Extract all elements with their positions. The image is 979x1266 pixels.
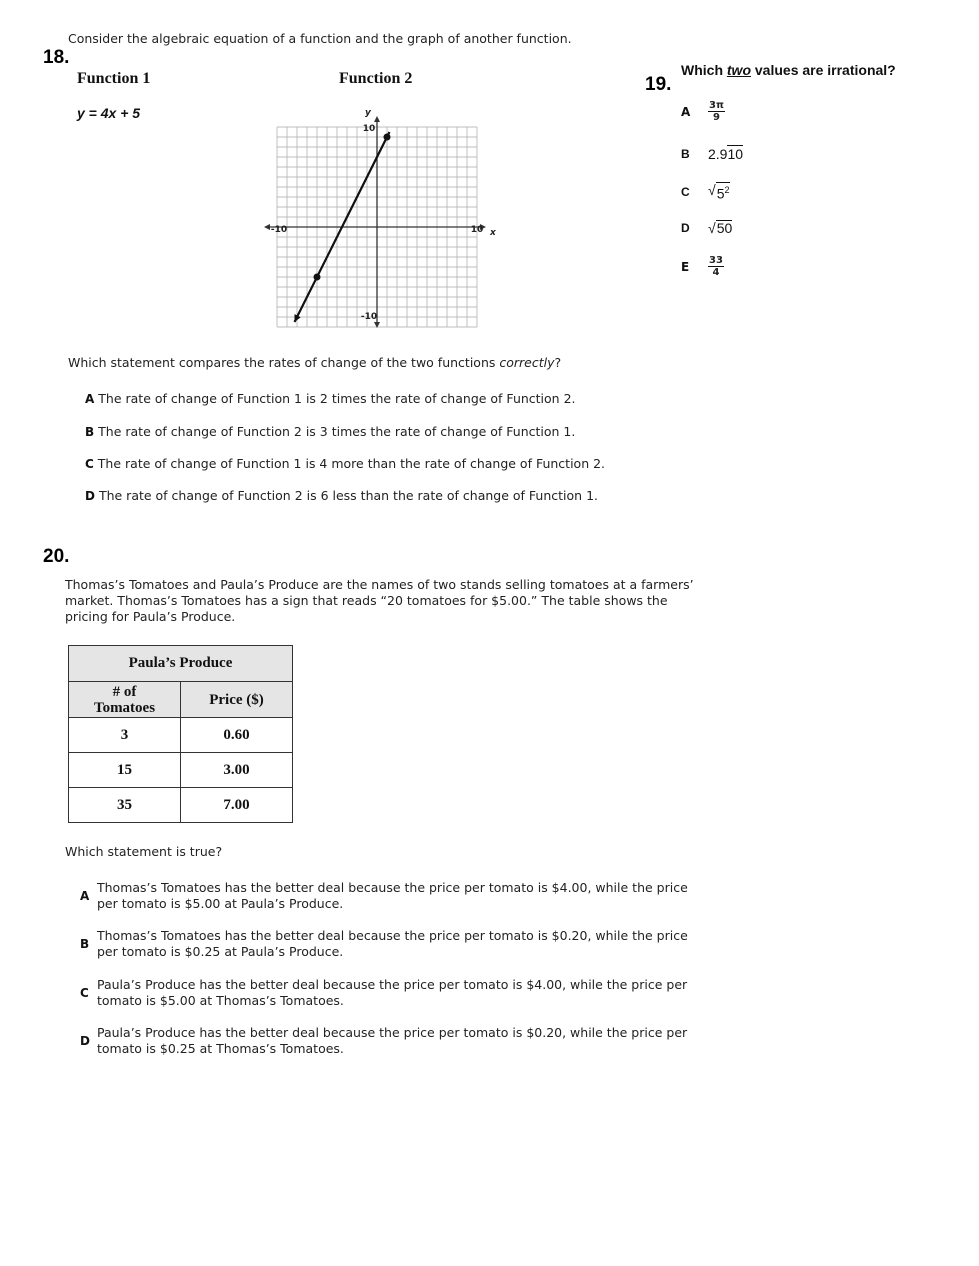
q18-option-b[interactable]: [85, 424, 575, 439]
table-cell-price: 0.60: [181, 718, 293, 753]
y-axis-label: y: [365, 108, 371, 118]
q18-question-text: Which statement compares the rates of change of the two functions: [68, 355, 500, 370]
table-cell-tomatoes: 35: [69, 788, 181, 823]
q19-option-a-letter: A: [681, 104, 691, 119]
table-cell-price: 3.00: [181, 753, 293, 788]
function1-equation: [77, 105, 140, 121]
q20-option-c-letter: C: [80, 986, 89, 1000]
q20-number: 20.: [43, 546, 70, 567]
q19-option-c-sqrt: √ $5^2$: [708, 182, 730, 202]
q18-option-d[interactable]: [85, 488, 598, 503]
table-cell-price: 7.00: [181, 788, 293, 823]
paulas-produce-table: [68, 645, 293, 823]
q20-intro-line1: Thomas’s Tomatoes and Paula’s Produce are the names of two stands selling tomatoes at a farmers’: [65, 577, 694, 592]
q19-option-a-num: 3π: [709, 100, 724, 111]
q19-option-c-letter: C: [681, 184, 690, 199]
q19-option-c-radicand: 5: [716, 185, 725, 202]
function2-title: Function 2: [339, 70, 413, 87]
q19-option-d-letter: D: [681, 221, 690, 235]
table-cell-tomatoes: 3: [69, 718, 181, 753]
q20-question: Which statement is true?: [65, 844, 223, 859]
q18-option-b-letter: B: [85, 425, 95, 439]
q18-number: 18.: [43, 47, 70, 68]
q18-option-d-letter: D: [85, 489, 95, 503]
x-max-label: 10: [470, 225, 484, 235]
q19-question-post: values are irrational?: [751, 62, 896, 78]
q20-option-c-line1: Paula’s Produce has the better deal because the price per tomato is $4.00, while the price per: [97, 977, 688, 992]
q20-option-d-line1: Paula’s Produce has the better deal because the price per tomato is $0.20, while the price per: [97, 1025, 688, 1040]
q18-question-end: ?: [554, 355, 562, 370]
q19-question-pre: Which: [681, 62, 727, 78]
q20-intro: [65, 577, 694, 625]
q19-option-e-num: 33: [709, 255, 723, 266]
q20-option-b-line2: per tomato is $0.25 at Paula’s Produce.: [97, 944, 344, 959]
q19-option-b[interactable]: [681, 145, 743, 162]
q18-intro: Consider the algebraic equation of a function and the graph of another function.: [68, 31, 572, 46]
q20-option-a[interactable]: [80, 880, 727, 912]
q20-option-a-line2: per tomato is $5.00 at Paula’s Produce.: [97, 896, 344, 911]
q19-option-a[interactable]: [681, 100, 725, 123]
q20-option-b-letter: B: [80, 937, 90, 951]
q19-option-b-base: 2.9: [708, 145, 728, 162]
q20-option-c[interactable]: [80, 977, 727, 1009]
q18-question: [68, 355, 561, 370]
graph-point: [314, 274, 321, 281]
table-row: [69, 753, 293, 788]
q19-option-d[interactable]: [681, 220, 732, 236]
q20-option-b-line1: Thomas’s Tomatoes has the better deal because the price per tomato is $0.20, while the price: [97, 928, 688, 943]
q20-option-a-letter: A: [80, 889, 90, 903]
q19-option-e[interactable]: [681, 255, 724, 278]
q19-option-a-fraction: [708, 100, 725, 123]
q20-option-d[interactable]: [80, 1025, 727, 1057]
function1-equation-text: y = 4x + 5: [77, 105, 141, 121]
x-min-label: -10: [270, 225, 288, 235]
q18-option-d-text: The rate of change of Function 2 is 6 less than the rate of change of Function 1.: [98, 488, 598, 503]
y-min-label: -10: [360, 312, 378, 322]
q19-option-e-letter: E: [681, 259, 690, 274]
q20-option-b[interactable]: [80, 928, 727, 960]
table-header-tomatoes: [69, 682, 181, 718]
q19-option-b-letter: B: [681, 146, 690, 161]
q19-option-d-radicand: 50: [716, 220, 733, 236]
q18-option-c[interactable]: [85, 456, 605, 471]
q19-option-a-den: 9: [712, 112, 720, 123]
y-axis-arrow-up: [374, 116, 380, 122]
q19-question-emph: two: [726, 62, 751, 78]
q20-option-d-line2: tomato is $0.25 at Thomas’s Tomatoes.: [97, 1041, 344, 1056]
q20-option-a-line1: Thomas’s Tomatoes has the better deal because the price per tomato is $4.00, while the price: [97, 880, 688, 895]
q19-option-e-fraction: [708, 255, 724, 278]
table-title: Paula’s Produce: [69, 646, 293, 682]
table-row: [69, 788, 293, 823]
q19-question: [681, 62, 896, 78]
q20-option-d-letter: D: [80, 1034, 90, 1048]
table-header-tomatoes-line1: # of: [112, 683, 137, 700]
function1-title: Function 1: [77, 70, 151, 87]
graph-point: [384, 134, 391, 141]
q18-option-c-text: The rate of change of Function 1 is 4 more than the rate of change of Function 2.: [97, 456, 606, 471]
y-max-label: 10: [362, 124, 376, 134]
q18-option-a-letter: A: [85, 392, 95, 406]
q20-intro-line3: pricing for Paula’s Produce.: [65, 609, 236, 624]
x-axis-arrow-left: [264, 224, 270, 230]
table-header-tomatoes-line2: Tomatoes: [93, 699, 156, 716]
q19-option-c[interactable]: [681, 182, 730, 202]
q19-option-c-exp: 2: [724, 185, 730, 195]
q20-option-c-line2: tomato is $5.00 at Thomas’s Tomatoes.: [97, 993, 344, 1008]
x-axis-label: x: [490, 228, 496, 238]
table-cell-tomatoes: 15: [69, 753, 181, 788]
q18-option-c-letter: C: [85, 457, 94, 471]
q19-number: 19.: [645, 74, 672, 95]
q18-question-emph: correctly: [499, 355, 555, 370]
q20-intro-line2: market. Thomas’s Tomatoes has a sign that reads “20 tomatoes for $5.00.” The table shows the: [65, 593, 668, 608]
q18-option-a[interactable]: [85, 391, 576, 406]
q19-option-d-sqrt: √ 50: [708, 220, 733, 236]
table-header-price: Price ($): [181, 682, 293, 718]
q19-option-b-repeat: 10: [727, 146, 744, 162]
q19-option-e-den: 4: [712, 267, 720, 278]
q18-option-b-text: The rate of change of Function 2 is 3 times the rate of change of Function 1.: [98, 424, 576, 439]
table-row: [69, 718, 293, 753]
function2-graph: [262, 100, 502, 330]
q18-option-a-text: The rate of change of Function 1 is 2 times the rate of change of Function 2.: [98, 391, 576, 406]
